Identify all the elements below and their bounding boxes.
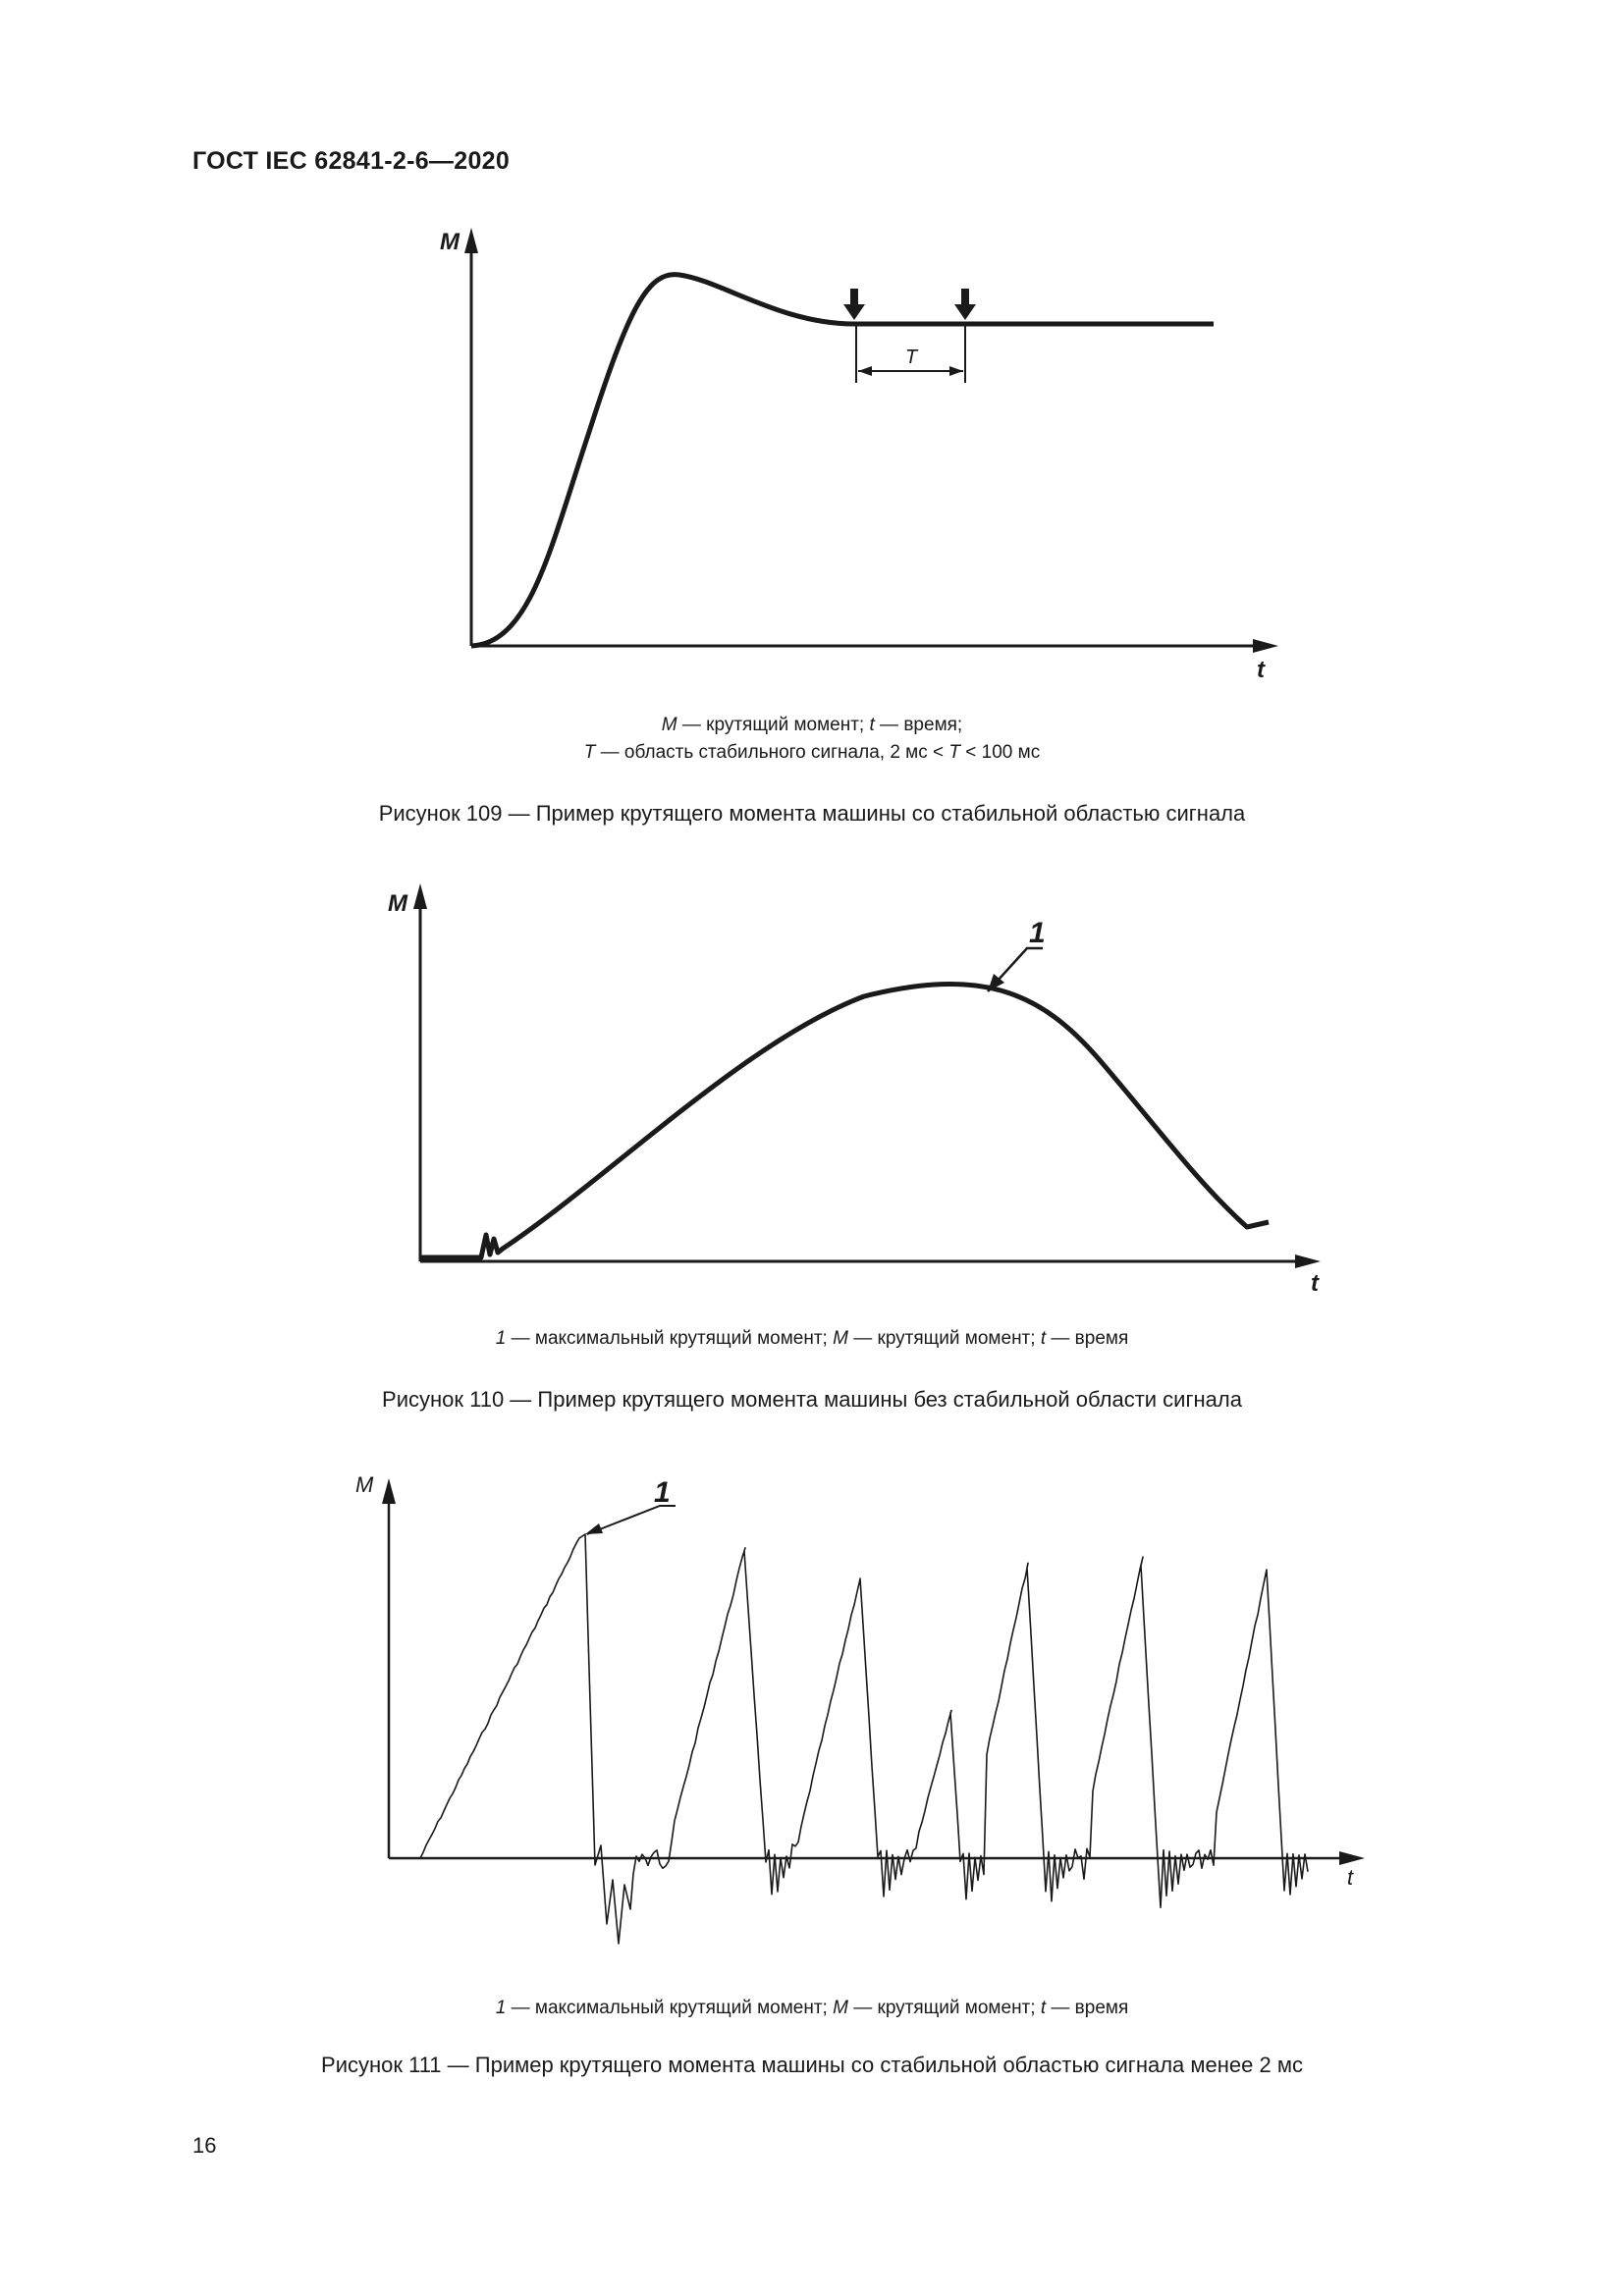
end-marker-arrow — [954, 289, 976, 320]
torque-curve — [420, 985, 1269, 1257]
legend-text: < 100 мс — [960, 742, 1041, 763]
period-arrow-left — [858, 366, 872, 376]
legend-text: — время — [1046, 1998, 1129, 2018]
callout-arrowhead — [585, 1523, 603, 1534]
legend-symbol: 1 — [495, 1998, 507, 2018]
x-axis-label: t — [1347, 1865, 1354, 1890]
legend-text: — максимальный крутящий момент; — [506, 1998, 834, 2018]
legend-symbol: t — [869, 715, 875, 735]
figure-109-caption: Рисунок 109 — Пример крутящего момента машины со стабильной областью сигнала — [378, 801, 1246, 826]
legend-symbol: M — [833, 1998, 848, 2018]
x-axis-label: t — [1311, 1270, 1319, 1297]
legend-symbol: t — [1040, 1998, 1047, 2018]
legend-line-2 — [0, 739, 1624, 767]
legend-text: — область стабильного сигнала, 2 мс < — [595, 742, 949, 763]
period-label: T — [905, 347, 918, 368]
figure-110-legend — [0, 1325, 1624, 1353]
x-axis-label: t — [1257, 657, 1265, 683]
legend-symbol: T — [948, 742, 961, 763]
legend-line — [0, 1325, 1624, 1353]
legend-text: — максимальный крутящий момент; — [506, 1328, 834, 1349]
legend-symbol: M — [661, 715, 677, 735]
legend-text: — крутящий момент; — [847, 1328, 1041, 1349]
y-axis-arrow — [413, 883, 427, 909]
legend-text: — крутящий момент; — [847, 1998, 1041, 2018]
x-axis-arrow — [1253, 639, 1278, 653]
start-marker-arrow — [843, 289, 865, 320]
legend-symbol: 1 — [495, 1328, 507, 1349]
x-axis-arrow — [1295, 1255, 1321, 1268]
legend-line-1 — [0, 712, 1624, 739]
document-header: ГОСТ IEC 62841-2-6—2020 — [192, 147, 511, 175]
y-axis-arrow — [382, 1478, 396, 1504]
callout-label: 1 — [1029, 917, 1046, 949]
figure-110-chart — [0, 864, 1624, 1315]
figure-111-legend — [0, 1995, 1624, 2022]
x-axis-arrow — [1339, 1851, 1365, 1865]
torque-curve — [471, 275, 1214, 646]
legend-symbol: M — [833, 1328, 848, 1349]
figure-110-caption: Рисунок 110 — Пример крутящего момента машины без стабильной области сигнала — [382, 1387, 1242, 1412]
period-arrow-right — [949, 366, 963, 376]
figure-111-caption: Рисунок 111 — Пример крутящего момента машины со стабильной областью сигнала менее 2 мс — [321, 2053, 1303, 2077]
torque-signal — [389, 1534, 1308, 1944]
figure-109-chart — [0, 216, 1624, 707]
legend-symbol: T — [583, 742, 596, 763]
legend-line — [0, 1995, 1624, 2022]
legend-text: — крутящий момент; — [677, 715, 870, 735]
callout-label: 1 — [654, 1476, 671, 1509]
figure-109-legend — [0, 712, 1624, 767]
legend-text: — время — [1046, 1328, 1129, 1349]
legend-symbol: t — [1040, 1328, 1047, 1349]
y-axis-label: M — [355, 1472, 374, 1497]
figure-111-chart — [0, 1453, 1624, 1993]
legend-text: — время; — [874, 715, 963, 735]
y-axis-label: M — [440, 229, 460, 255]
y-axis-label: M — [388, 890, 407, 917]
page-number: 16 — [192, 2133, 217, 2158]
y-axis-arrow — [464, 228, 478, 253]
